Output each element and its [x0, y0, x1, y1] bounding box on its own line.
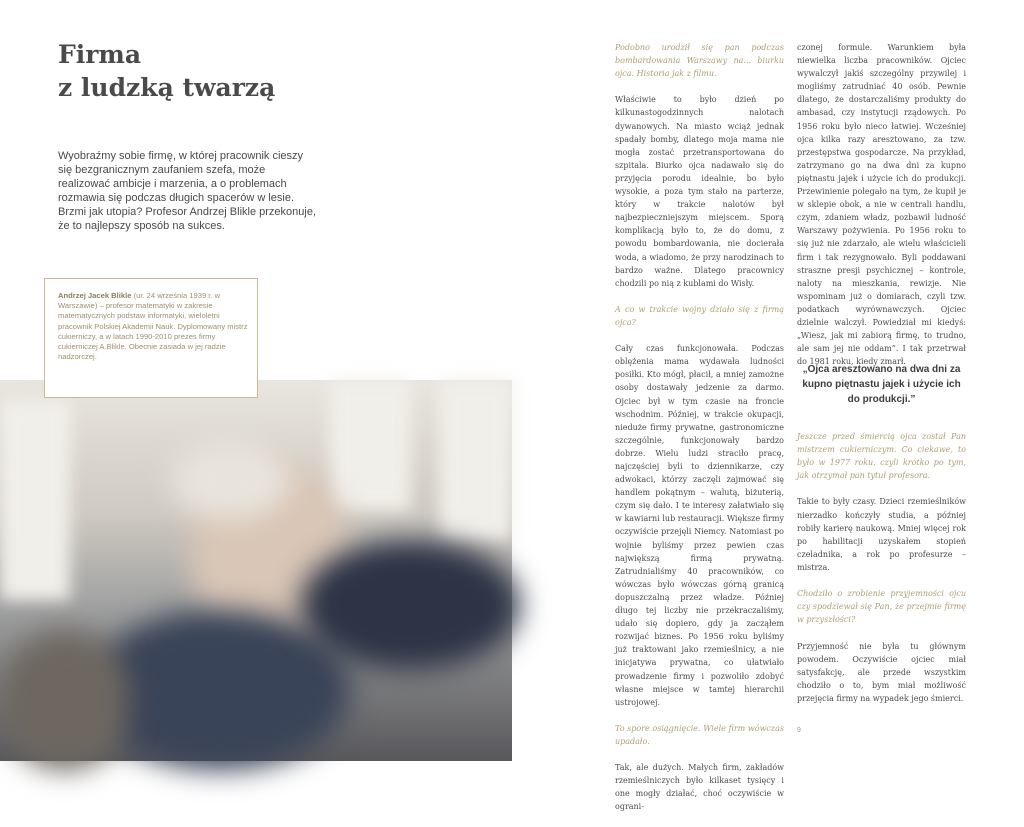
interview-answer: Tak, ale dużych. Małych firm, zakładów rzemieślniczych było kilkaset tysięcy i one mogły działać, choć oczywiście w ograni- — [615, 763, 784, 812]
pull-quote: „Ojca aresztowano na dwa dni za kupno piętnastu jajek i użycie ich do produkcji.” — [802, 364, 961, 405]
bio-name: Andrzej Jacek Blikle — [58, 291, 132, 300]
page-number: 9 — [797, 727, 801, 734]
title-line-1: Firma — [58, 40, 142, 69]
interview-question: Jeszcze przed śmiercią ojca został Pan mistrzem cukierniczym. Co ciekawe, to było w 1977 roku, czyli krótko po tym, jak otrzymał pan tytuł profesora. — [797, 432, 966, 481]
interview-answer: czonej formule. Warunkiem była niewielka liczba pracowników. Ojciec wywalczył jakiś szczególny przywilej i mogliśmy zatrudniać 40 osób. Pewnie dlatego, że dostarczaliśmy produkty do ambasad, czy instytucji rządowych. Po 1956 roku było nieco łatwiej. Wcześniej ojca kilka razy aresztowano, za tzw. przestępstwa gospodarcze. Na przykład, zatrzymano go na dwa dni za kupno piętnastu jajek i użycie ich do produkcji. Przewinienie polegało na tym, że kupił je w sklepie obok, a nie w centrali handlu, czym, zdaniem władz, pozbawił ludność Warszawy pożywienia. Po 1956 roku to się już nie zdarzało, ale wielu właścicieli firm i tak rezygnowało. Byli poddawani straszne presji psychicznej – kontrole, naloty na mieszkania, rewizje. Nie wspominam już o domiarach, czyli tzw. podatkach wyrównawczych. Ojciec dzielnie walczył. Powiedział mi kiedyś: „Wiesz, jak mi zabiorą firmę, to trudno, ale sam jej nie oddam”. I tak przetrwał do 1981 roku, kiedy zmarł. — [797, 43, 966, 367]
lead-paragraph: Wyobraźmy sobie firmę, w której pracownik cieszy się bezgranicznym zaufaniem szefa, może realizować ambicje i marzenia, a o problemach rozmawia się podczas długich spacerów w lesie. Brzmi jak utopia? Profesor Andrzej Blikle przekonuje, że to najlepszy sposób na sukces. — [58, 150, 317, 232]
bio-details: (ur. 24 września 1939 r. w Warszawie) – profesor matematyki w zakresie matematycznych podstaw informatyki, wieloletni pracownik Polskiej Akademii Nauk. Dyplomowany mistrz cukierniczy, a w latach 1990-2010 prezes firmy cukierniczej A.Blikle. Obecnie zasiada w jej radzie nadzorczej. — [58, 291, 248, 362]
interview-answer: Przyjemność nie była tu głównym powodem. Oczywiście ojciec miał satysfakcję, ale przede wszystkim chodziło o to, bym miał możliwość przejęcia firmy na wypadek jego śmierci. — [797, 641, 966, 703]
interview-question: To spore osiągnięcie. Wiele firm wówczas upadało. — [615, 723, 784, 746]
interview-answer: Właściwie to było dzień po kilkunastogodzinnych nalotach dywanowych. Na miasto wciąż jednak spadały bomby, dlatego moja mama nie mogła zostać przetransportowana do szpitala. Biurko ojca nadawało się do przyjęcia porodu idealnie, bo było wysokie, a poza tym stało na parterze, który w trakcie nalotów był najbezpieczniejszym miejscem. Sporą komplikacją było to, że do domu, z powodu bombardowania, nie docierała woda, a wiadomo, że przy narodzinach to bardzo ważne. Dlatego pracownicy chodzili po nią z kublami do Wisły. — [615, 95, 784, 288]
article-column-2 — [797, 41, 966, 381]
interview-answer: Cały czas funkcjonowała. Podczas oblężenia mama wydawała ludności posiłki. Kto mógł, płacił, a mniej zamożne osoby dostawały jedzenie za darmo. Ojciec był w tym czasie na froncie wschodnim. Później, w trakcie okupacji, nieduże firmy prywatne, gastronomiczne szczególnie, funkcjonowały bardzo dobrze. Wielu ludzi straciło pracę, najczęściej byli to dziennikarze, czy adwokaci, którzy zaczęli zajmować się handlem pokątnym – walutą, biżuterią, czym się dało. I te interesy załatwiało się w kawiarni lub restauracji. Większe firmy oczywiście przejęli Niemcy. Natomiast po wojnie byliśmy przez pewien czas największą firmą prywatną. Zatrudnialiśmy 40 pracowników, co wówczas było wówczas górną granicą dopuszczalną przez władze. Później długo tej liczby nie przekraczaliśmy, udało się dopiero, gdy ja zacząłem rozwijać biznes. Po 1956 roku byliśmy już traktowani jako rzemieślnicy, a nie inicjatywa prywatna, co ułatwiało prowadzenie firmy i pozwoliło zdobyć własne miejsce w tamtej hierarchii ustrojowej. — [615, 344, 784, 707]
bio-text — [58, 291, 248, 362]
article-column-2-continued — [797, 430, 966, 718]
title-line-2: z ludzką twarzą — [58, 73, 276, 102]
interview-question: Chodziło o zrobienie przyjemności ojcu czy spodziewał się Pan, że przejmie firmę w przyszłości? — [797, 589, 966, 625]
interview-question: A co w trakcie wojny działo się z firmą ojca? — [615, 304, 784, 327]
interview-question: Podobno urodził się pan podczas bombardowania Warszawy na... biurku ojca. Historia jak z filmu. — [615, 43, 784, 79]
article-column-1 — [615, 41, 784, 827]
portrait-photo — [0, 380, 512, 761]
interview-answer: Takie to były czasy. Dzieci rzemieślników nierzadko kończyły studia, a później robiły karierę naukową. Mniej więcej rok po habilitacji uzyskałem stopień czeladnika, a rok po profesurze – mistrza. — [797, 497, 966, 572]
article-title — [58, 38, 378, 104]
